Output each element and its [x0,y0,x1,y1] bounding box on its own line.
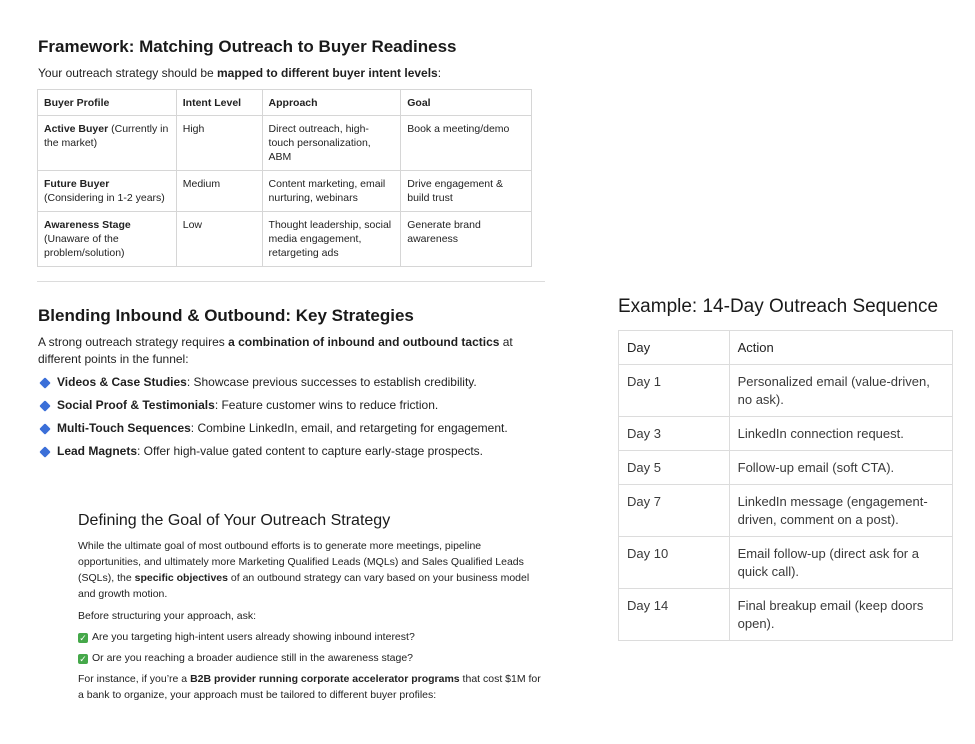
cell-goal: Generate brand awareness [401,212,532,267]
cell-intent: High [176,116,262,171]
blue-diamond-icon [39,446,50,457]
cell-day: Day 5 [619,451,730,485]
sequence-header-row [619,331,953,365]
cell-approach: Thought leadership, social media engagement, retargeting ads [262,212,401,267]
cell-goal: Book a meeting/demo [401,116,532,171]
list-item: Multi-Touch Sequences: Combine LinkedIn, email, and retargeting for engagement. [38,420,538,437]
cell-profile: Active Buyer (Currently in the market) [38,116,177,171]
blending-title: Blending Inbound & Outbound: Key Strategies [38,306,414,325]
table-row [38,212,532,267]
framework-section [38,37,457,82]
table-row [619,537,953,589]
cell-goal: Drive engagement & build trust [401,171,532,212]
section-divider [37,281,545,282]
table-row [619,589,953,641]
table-row [619,417,953,451]
cell-approach: Direct outreach, high-touch personalization, ABM [262,116,401,171]
blue-diamond-icon [39,377,50,388]
goal-paragraph-2: Before structuring your approach, ask: [78,610,257,622]
blending-intro: A strong outreach strategy requires a combination of inbound and outbound tactics at different points in the funnel: [38,335,513,366]
list-item: Videos & Case Studies: Showcase previous successes to establish credibility. [38,374,538,391]
goal-paragraph-1: While the ultimate goal of most outbound efforts is to generate more meetings, pipeline opportunities, and ultimately more Marketing Qualified Leads (MQLs) and Sales Qualified Leads (SQLs), the specific objectives of an outbound strategy can vary based on your business model and growth motion. [78,540,530,600]
cell-day: Day 7 [619,485,730,537]
list-item: Social Proof & Testimonials: Feature customer wins to reduce friction. [38,397,538,414]
table-row [619,365,953,417]
cell-action: Final breakup email (keep doors open). [729,589,952,641]
cell-day: Day 14 [619,589,730,641]
blending-section [38,306,538,466]
goal-paragraph-3: For instance, if you’re a B2B provider running corporate accelerator programs that cost $1M for a bank to organize, your approach must be tailored to different buyer profiles: [78,673,541,701]
list-item: Lead Magnets: Offer high-value gated content to capture early-stage prospects. [38,443,538,460]
cell-day: Day 1 [619,365,730,417]
blue-diamond-icon [39,423,50,434]
goal-section [78,512,543,703]
framework-intro: Your outreach strategy should be mapped to different buyer intent levels: [38,66,442,80]
table-row [38,171,532,212]
sequence-table [618,330,953,641]
cell-day: Day 10 [619,537,730,589]
goal-title: Defining the Goal of Your Outreach Strategy [78,512,391,529]
framework-table [37,89,532,267]
check-item: ✓ Or are you reaching a broader audience still in the awareness stage? [79,652,414,664]
strategy-list [38,374,538,460]
cell-profile: Awareness Stage (Unaware of the problem/solution) [38,212,177,267]
framework-header-row [38,90,532,116]
cell-action: Follow-up email (soft CTA). [729,451,952,485]
header-approach: Approach [262,90,401,116]
cell-action: Personalized email (value-driven, no ask). [729,365,952,417]
blue-diamond-icon [39,400,50,411]
cell-approach: Content marketing, email nurturing, webinars [262,171,401,212]
header-buyer-profile: Buyer Profile [38,90,177,116]
check-mark-icon: ✓ [79,654,87,664]
cell-intent: Medium [176,171,262,212]
check-item: ✓ Are you targeting high-intent users already showing inbound interest? [79,631,415,643]
cell-action: LinkedIn message (engagement-driven, comment on a post). [729,485,952,537]
header-day: Day [619,331,730,365]
table-row [619,485,953,537]
header-goal: Goal [401,90,532,116]
cell-profile: Future Buyer (Considering in 1-2 years) [38,171,177,212]
sequence-title: Example: 14-Day Outreach Sequence [618,296,939,317]
cell-action: Email follow-up (direct ask for a quick call). [729,537,952,589]
cell-action: LinkedIn connection request. [729,417,952,451]
framework-title: Framework: Matching Outreach to Buyer Readiness [38,37,457,56]
header-intent-level: Intent Level [176,90,262,116]
table-row [38,116,532,171]
table-row [619,451,953,485]
check-mark-icon: ✓ [79,633,87,643]
cell-intent: Low [176,212,262,267]
cell-day: Day 3 [619,417,730,451]
header-action: Action [729,331,952,365]
